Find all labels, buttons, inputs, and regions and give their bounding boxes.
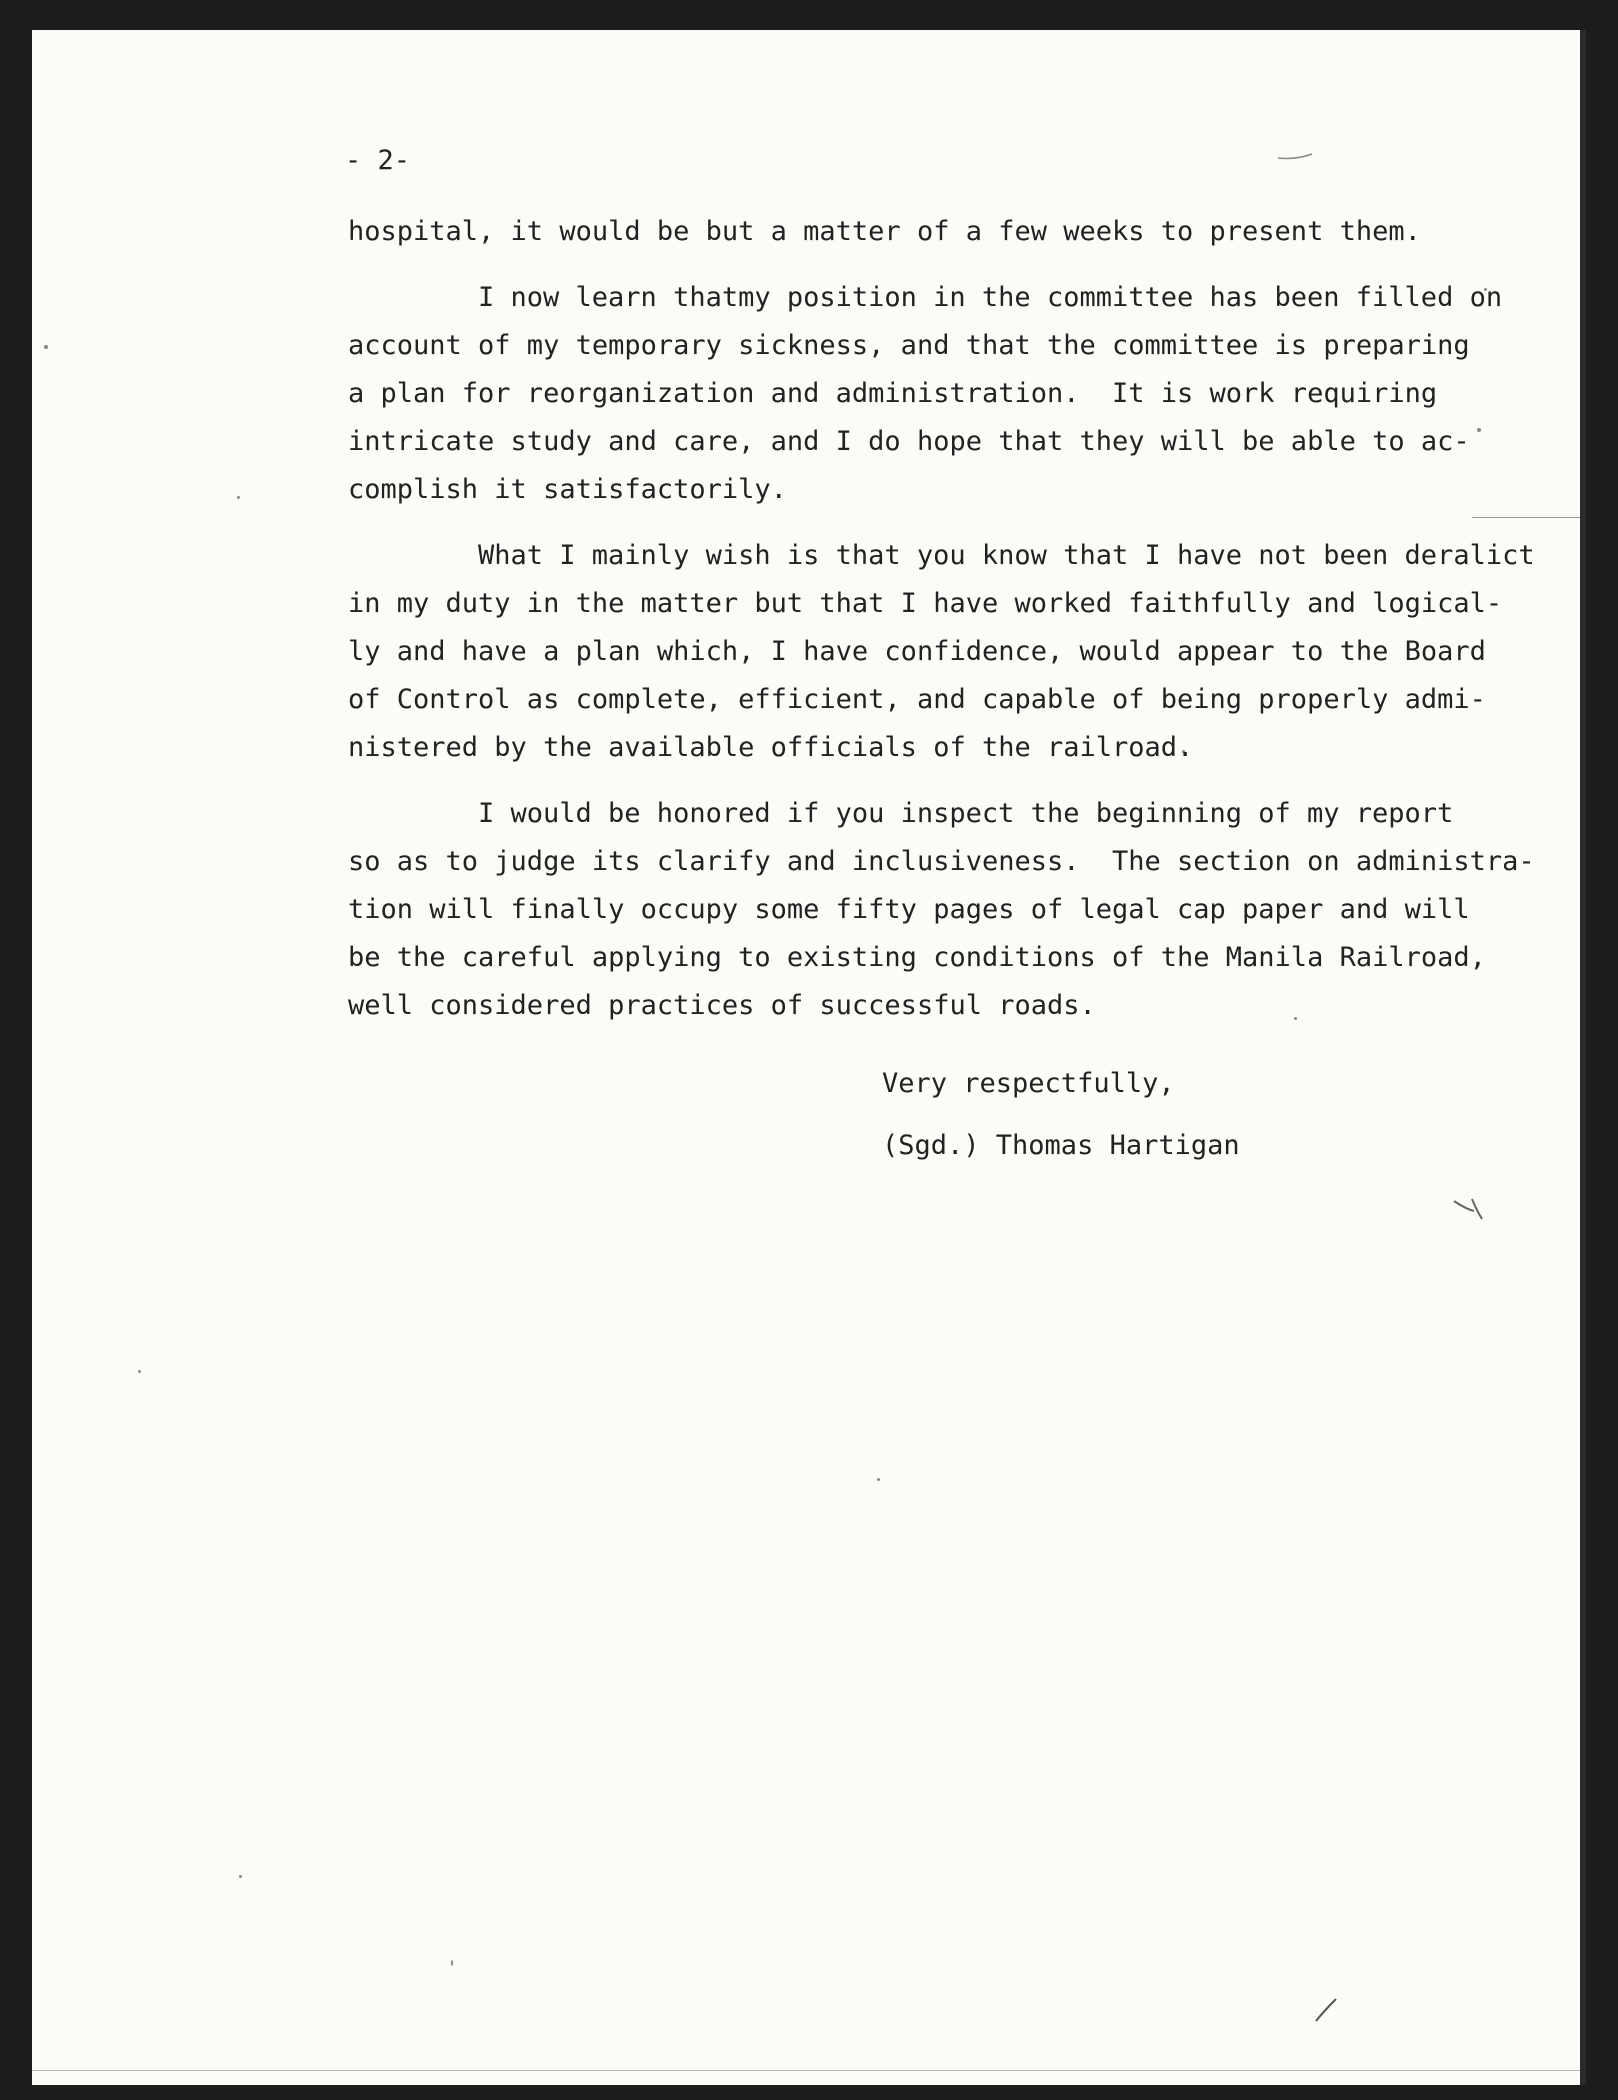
scan-speck bbox=[877, 1478, 880, 1481]
text-line: be the careful applying to existing conditions of the Manila Railroad, bbox=[348, 942, 1486, 973]
pencil-mark-icon bbox=[1276, 148, 1316, 164]
scan-speck bbox=[237, 496, 240, 499]
letter-body bbox=[348, 208, 1548, 1030]
text-line: a plan for reorganization and administration. It is work requiring bbox=[348, 378, 1438, 409]
text-line: hospital, it would be but a matter of a few weeks to present them. bbox=[348, 216, 1421, 247]
pencil-mark-icon bbox=[1312, 1995, 1342, 2025]
text-line: tion will finally occupy some fifty pages of legal cap paper and will bbox=[348, 894, 1470, 925]
text-line: I now learn thatmy position in the committee has been filled on bbox=[478, 282, 1503, 313]
scan-speck bbox=[451, 1960, 453, 1966]
text-line: account of my temporary sickness, and that the committee is preparing bbox=[348, 330, 1470, 361]
text-line: complish it satisfactorily. bbox=[348, 474, 787, 505]
text-line: in my duty in the matter but that I have worked faithfully and logical- bbox=[348, 588, 1503, 619]
text-line: so as to judge its clarify and inclusiveness. The section on administra- bbox=[348, 846, 1535, 877]
paragraph-3 bbox=[348, 532, 1548, 772]
text-line: intricate study and care, and I do hope that they will be able to ac- bbox=[348, 426, 1470, 457]
paragraph-2 bbox=[348, 274, 1548, 514]
page-number: - 2- bbox=[345, 145, 411, 176]
closing-salutation: Very respectfully, bbox=[882, 1068, 1175, 1099]
letter-closing bbox=[882, 1060, 1240, 1184]
text-line: nistered by the available officials of the railroad. bbox=[348, 732, 1194, 763]
text-line: What I mainly wish is that you know that I have not been deralict bbox=[478, 540, 1535, 571]
text-line: well considered practices of successful roads. bbox=[348, 990, 1096, 1021]
signature-line: (Sgd.) Thomas Hartigan bbox=[882, 1130, 1240, 1161]
paragraph-1 bbox=[348, 208, 1548, 256]
scan-speck bbox=[138, 1370, 141, 1373]
paragraph-4 bbox=[348, 790, 1548, 1030]
text-line: I would be honored if you inspect the beginning of my report bbox=[478, 798, 1454, 829]
scan-speck bbox=[239, 1875, 242, 1878]
pencil-mark-icon bbox=[1452, 1195, 1492, 1225]
scan-streak bbox=[32, 2070, 1580, 2071]
text-line: of Control as complete, efficient, and capable of being properly admi- bbox=[348, 684, 1486, 715]
text-line: ly and have a plan which, I have confidence, would appear to the Board bbox=[348, 636, 1486, 667]
scan-speck bbox=[44, 345, 48, 349]
letter-page bbox=[32, 30, 1586, 2085]
